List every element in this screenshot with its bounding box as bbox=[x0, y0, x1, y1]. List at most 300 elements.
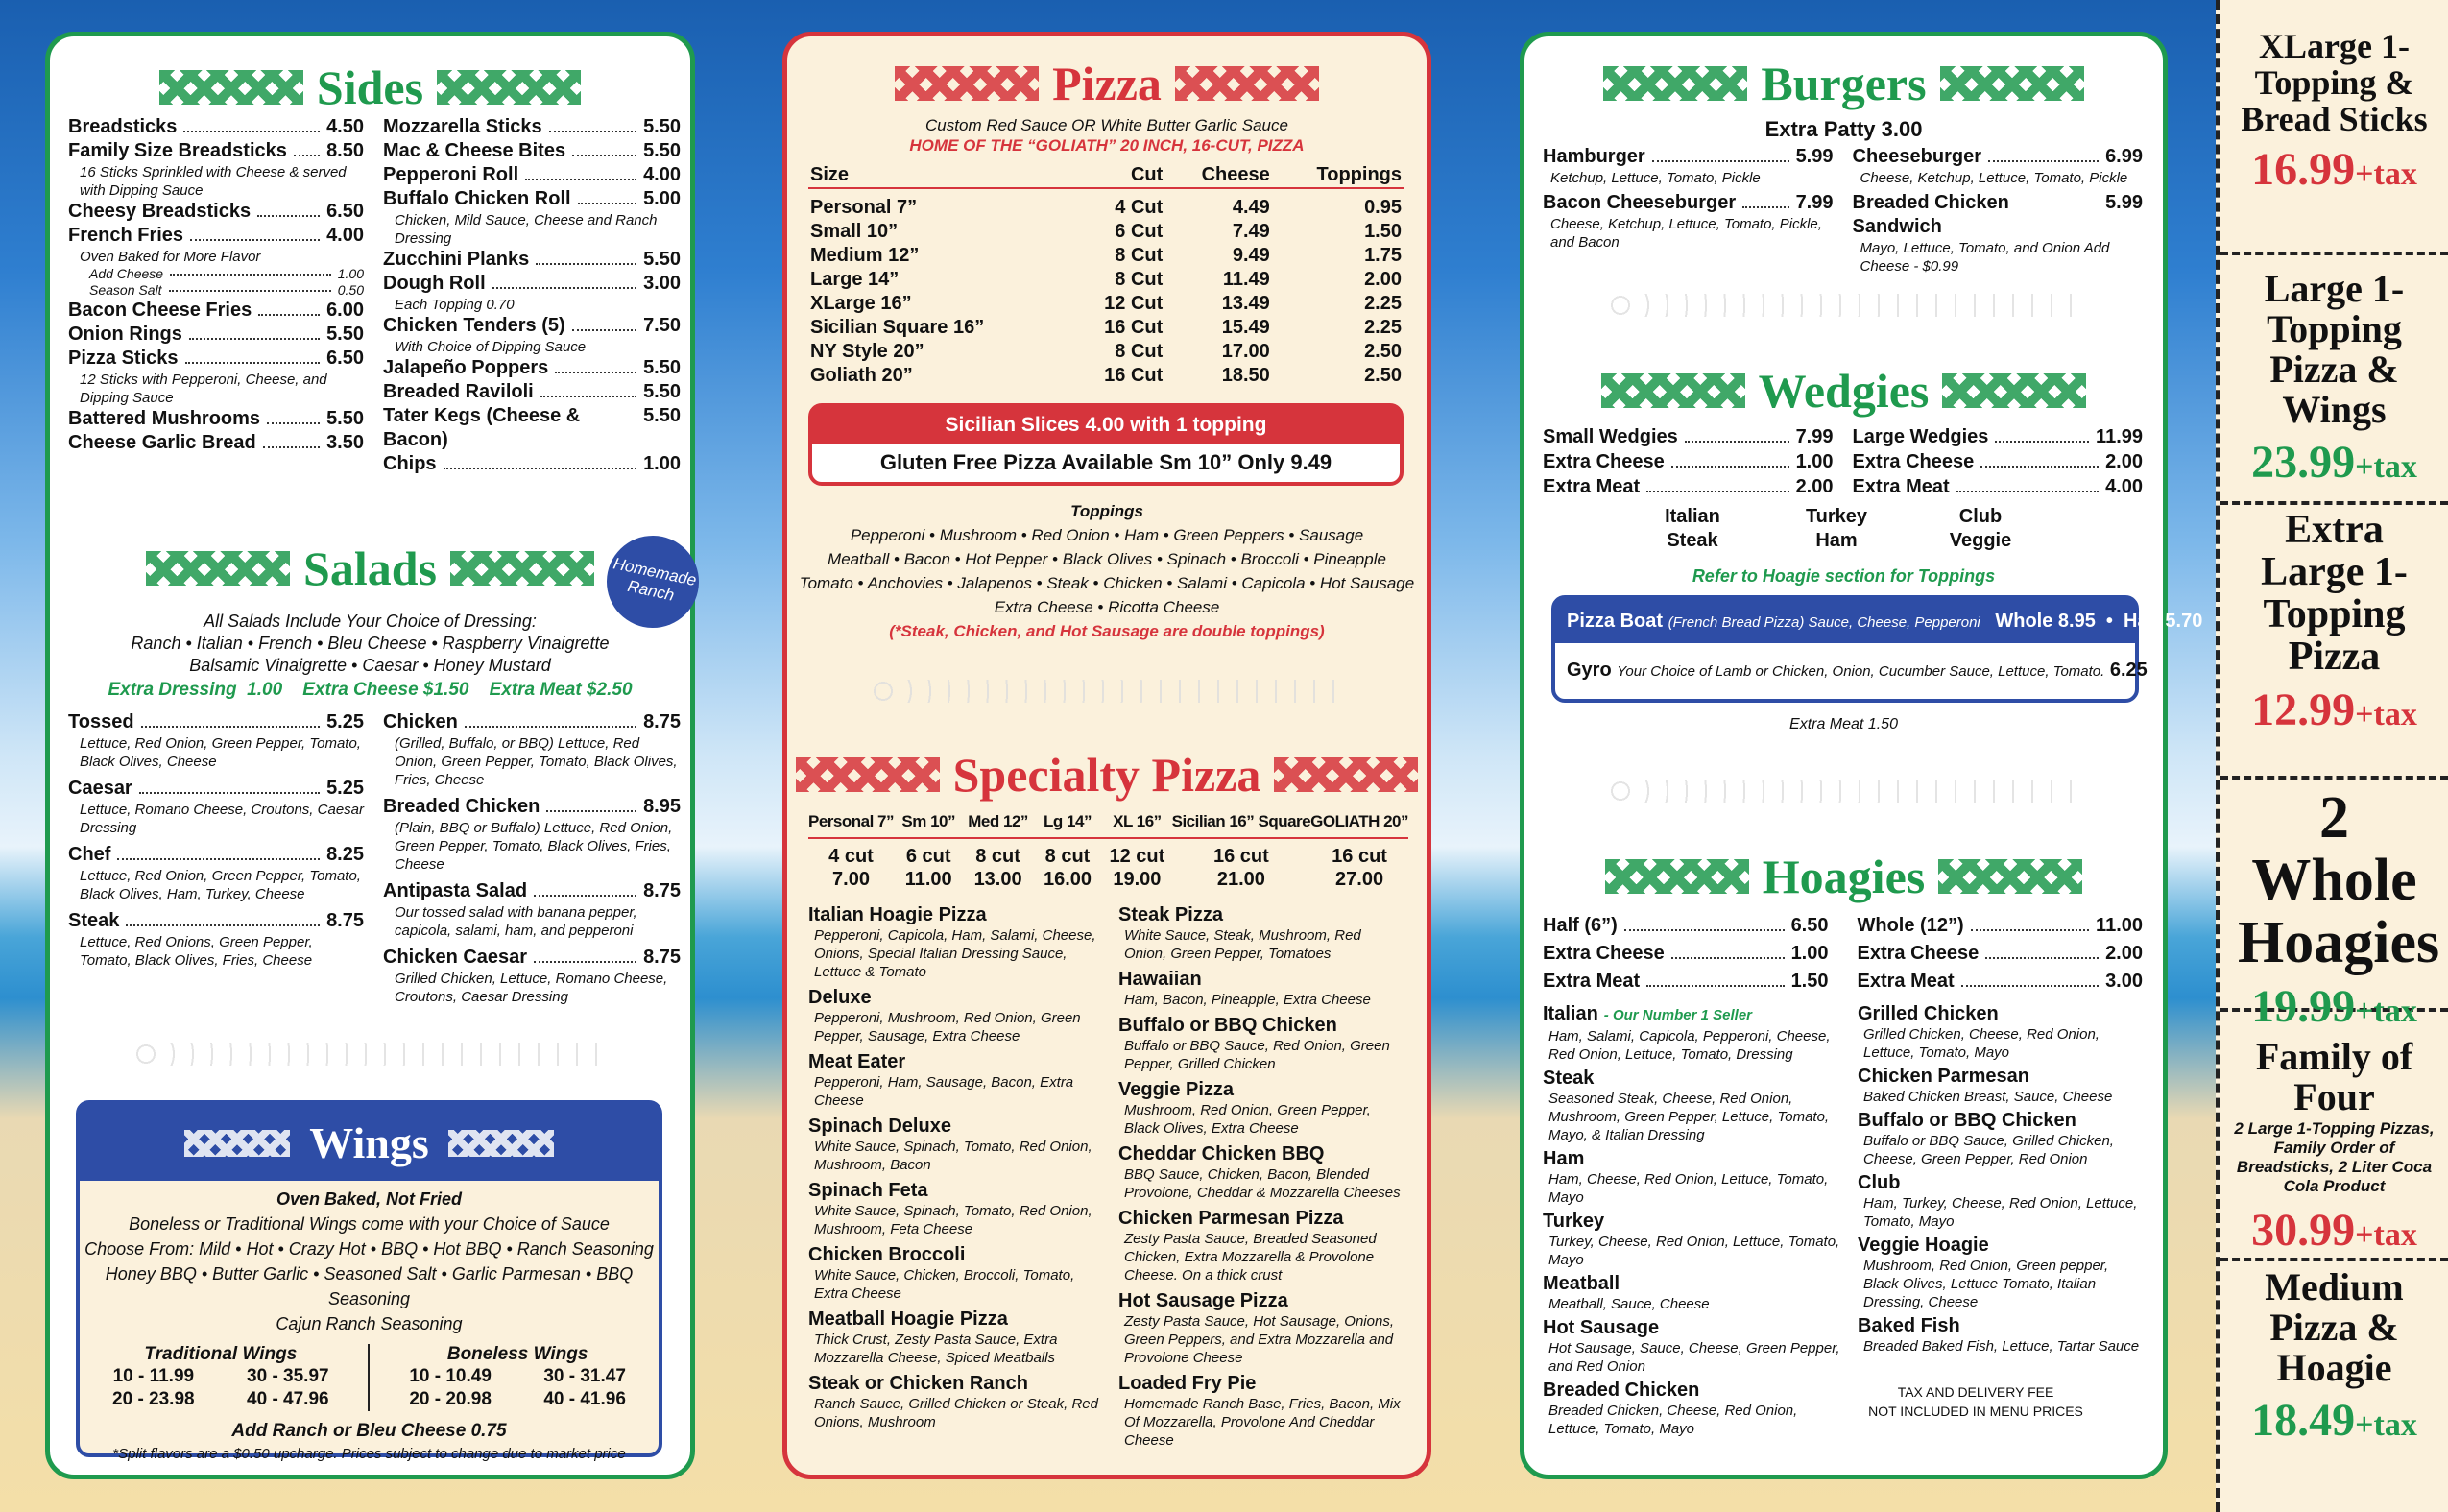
leader-dots bbox=[1685, 424, 1789, 443]
checker-decoration bbox=[796, 757, 940, 792]
item-description: Ranch Sauce, Grilled Chicken or Steak, Red Onions, Mushroom bbox=[814, 1396, 1098, 1430]
item-description: (Grilled, Buffalo, or BBQ) Lettuce, Red Onion, Green Pepper, Tomato, Black Olives, Fries, Cheese bbox=[395, 735, 678, 788]
item-name: Chicken bbox=[383, 711, 458, 732]
menu-item bbox=[1858, 1002, 2146, 1062]
wing-price: 10 - 11.99 bbox=[112, 1366, 195, 1386]
promo-deal[interactable] bbox=[2220, 29, 2448, 196]
leader-dots bbox=[1742, 191, 1788, 208]
menu-item bbox=[1118, 1142, 1406, 1202]
item-description: White Sauce, Chicken, Broccoli, Tomato, Extra Cheese bbox=[814, 1267, 1075, 1302]
leader-dots bbox=[536, 248, 636, 265]
promo-price bbox=[2220, 1204, 2448, 1257]
pizza-size-row bbox=[808, 220, 1404, 244]
menu-item bbox=[68, 431, 364, 455]
menu-item-title bbox=[808, 1308, 1106, 1331]
wings-title: Wings bbox=[309, 1118, 429, 1167]
item-name: Half (6”) bbox=[1543, 915, 1618, 936]
menu-item-row bbox=[1543, 449, 1834, 474]
item-name: Spinach Deluxe bbox=[808, 1116, 951, 1137]
item-description: Lettuce, Red Onion, Green Pepper, Tomato, Black Olives, Cheese bbox=[80, 735, 361, 770]
checker-decoration bbox=[146, 551, 290, 586]
menu-item-row bbox=[383, 356, 681, 380]
item-name: Extra Meat bbox=[1857, 971, 1955, 992]
topping-price-cell: 1.50 bbox=[1364, 221, 1402, 242]
wedgie-type: Turkey bbox=[1805, 506, 1868, 527]
menu-item bbox=[68, 843, 364, 903]
item-price: 2.00 bbox=[2105, 451, 2143, 472]
specialty-size bbox=[1033, 812, 1102, 891]
item-description: Mushroom, Red Onion, Green Pepper, Black Olives, Extra Cheese bbox=[1124, 1102, 1371, 1137]
specialty-size-cut: 16 cut bbox=[1332, 846, 1387, 867]
specialty-header bbox=[787, 747, 1427, 803]
specialty-size bbox=[963, 812, 1032, 891]
item-price: 5.25 bbox=[326, 778, 364, 799]
sides-left-column bbox=[68, 115, 364, 455]
item-description: Our tossed salad with banana pepper, capicola, salami, ham, and pepperoni bbox=[395, 904, 637, 939]
menu-item bbox=[1118, 968, 1406, 1009]
item-name: Buffalo Chicken Roll bbox=[383, 188, 571, 209]
item-name: Breadsticks bbox=[68, 116, 178, 137]
promo-price-value: 16.99 bbox=[2251, 144, 2356, 196]
menu-item-row bbox=[68, 224, 364, 248]
wings-note: *Split flavors are a $0.50 upcharge. Prices subject to change due to market price bbox=[112, 1446, 626, 1462]
item-name: Family Size Breadsticks bbox=[68, 140, 287, 161]
promo-deal[interactable] bbox=[2220, 787, 2448, 1033]
boat-gyro-box bbox=[1551, 595, 2203, 703]
specialty-size-label: Lg 14” bbox=[1033, 812, 1102, 839]
specialty-size bbox=[1310, 812, 1408, 891]
menu-item-title bbox=[1118, 1078, 1406, 1101]
item-name: Chicken Caesar bbox=[383, 947, 528, 968]
item-name: Deluxe bbox=[808, 987, 872, 1008]
menu-item-title bbox=[1543, 1002, 1840, 1027]
checker-decoration bbox=[450, 551, 594, 586]
item-name: Steak Pizza bbox=[1118, 904, 1223, 925]
specialty-size-label: Personal 7” bbox=[808, 812, 894, 839]
item-name: Tater Kegs (Cheese & Bacon) bbox=[383, 405, 581, 450]
promo-deal[interactable] bbox=[2220, 1267, 2448, 1447]
wing-price: 30 - 31.47 bbox=[543, 1366, 626, 1386]
promo-price-value: 18.49 bbox=[2251, 1395, 2356, 1446]
item-price: 1.00 bbox=[643, 453, 681, 474]
item-name: Cheeseburger bbox=[1852, 146, 1981, 167]
col-cheese: Cheese bbox=[1201, 164, 1270, 185]
gyro-price: 6.25 bbox=[2109, 660, 2148, 681]
wedgies-title: Wedgies bbox=[1758, 364, 1930, 418]
item-name: French Fries bbox=[68, 225, 184, 246]
cheese-price-cell: 11.49 bbox=[1222, 269, 1270, 290]
promo-tax: +tax bbox=[2355, 1407, 2417, 1443]
item-description: Homemade Ranch Base, Fries, Bacon, Mix Of Mozzarella, Provolone And Cheddar Cheese bbox=[1124, 1396, 1401, 1449]
item-name: Breaded Chicken Sandwich bbox=[1852, 192, 2009, 237]
promo-subtitle: 2 Large 1-Topping Pizzas, Family Order of Breadsticks, 2 Liter Coca Cola Product bbox=[2234, 1119, 2435, 1195]
wing-price: 30 - 35.97 bbox=[247, 1366, 329, 1386]
menu-item bbox=[68, 710, 364, 771]
cut-cell: 6 Cut bbox=[1115, 221, 1164, 242]
item-price: 6.50 bbox=[326, 348, 364, 369]
menu-item bbox=[68, 139, 364, 200]
cheese-price-cell: 7.49 bbox=[1232, 221, 1270, 242]
item-name: Club bbox=[1858, 1172, 1901, 1193]
item-name: Veggie Hoagie bbox=[1858, 1235, 1989, 1256]
menu-item bbox=[1118, 1078, 1406, 1138]
leader-dots bbox=[572, 314, 636, 331]
menu-item bbox=[1118, 1207, 1406, 1284]
item-description: Oven Baked for More Flavor bbox=[80, 249, 261, 265]
item-name: Antipasta Salad bbox=[383, 880, 528, 901]
menu-item-row bbox=[383, 115, 681, 139]
menu-item bbox=[383, 187, 681, 248]
wings-line: Boneless or Traditional Wings come with your Choice of Sauce bbox=[129, 1214, 610, 1234]
menu-item bbox=[383, 404, 681, 452]
leader-dots bbox=[189, 323, 320, 340]
menu-item-row bbox=[383, 946, 681, 970]
wing-price: 20 - 23.98 bbox=[112, 1389, 195, 1409]
menu-item-row bbox=[383, 452, 681, 476]
item-name: Large Wedgies bbox=[1852, 426, 1989, 447]
menu-item bbox=[1543, 1002, 1840, 1064]
tax-note bbox=[1812, 1382, 2139, 1421]
specialty-size-label: XL 16” bbox=[1102, 812, 1171, 839]
cheese-price-cell: 13.49 bbox=[1221, 293, 1270, 314]
item-description: White Sauce, Spinach, Tomato, Red Onion, Mushroom, Feta Cheese bbox=[814, 1203, 1092, 1237]
item-name: Add Cheese bbox=[89, 266, 164, 281]
leader-dots bbox=[1646, 969, 1784, 987]
wedgie-extra-meat: Extra Meat 1.50 bbox=[1789, 716, 1898, 732]
topping-price-cell: 2.00 bbox=[1364, 269, 1402, 290]
leader-dots bbox=[549, 115, 636, 132]
menu-item bbox=[383, 272, 681, 314]
pizza-size-row bbox=[808, 196, 1404, 220]
item-description: Buffalo or BBQ Sauce, Red Onion, Green Pepper, Grilled Chicken bbox=[1124, 1038, 1390, 1072]
burger-item bbox=[1853, 145, 2144, 187]
item-name: Extra Cheese bbox=[1857, 943, 1980, 964]
toppings-line: Tomato • Anchovies • Jalapenos • Steak • Chicken • Salami • Capicola • Hot Sausage bbox=[799, 574, 1415, 592]
leader-dots bbox=[126, 909, 320, 926]
goliath-note: HOME OF THE “GOLIATH” 20 INCH, 16-CUT, PIZZA bbox=[909, 136, 1305, 155]
menu-item-row bbox=[1543, 145, 1834, 169]
pizza-sauce-note: Custom Red Sauce OR White Butter Garlic Sauce bbox=[925, 116, 1288, 134]
menu-item bbox=[68, 266, 364, 282]
checker-decoration bbox=[184, 1130, 290, 1157]
item-price: 1.00 bbox=[337, 266, 364, 281]
menu-item-row bbox=[68, 431, 364, 455]
menu-item bbox=[808, 1243, 1106, 1303]
item-name: Pizza Sticks bbox=[68, 348, 179, 369]
item-description: Grilled Chicken, Lettuce, Romano Cheese, Croutons, Caesar Dressing bbox=[395, 971, 668, 1005]
leader-dots bbox=[534, 946, 636, 963]
item-price: 2.00 bbox=[2105, 943, 2143, 964]
item-name: Steak bbox=[1543, 1068, 1595, 1089]
menu-item-title bbox=[1858, 1109, 2146, 1132]
menu-item-row bbox=[383, 380, 681, 404]
menu-item-title bbox=[1118, 968, 1406, 991]
salad-dressings bbox=[50, 611, 690, 701]
tax-note-line: TAX AND DELIVERY FEE bbox=[1897, 1384, 2054, 1400]
item-price: 6.00 bbox=[326, 300, 364, 321]
item-name: Ham bbox=[1543, 1148, 1585, 1169]
leader-dots bbox=[525, 163, 636, 180]
menu-item-row bbox=[1543, 424, 1834, 449]
menu-item-title bbox=[808, 986, 1106, 1009]
menu-item bbox=[383, 380, 681, 404]
toppings-title: Toppings bbox=[1070, 502, 1143, 520]
menu-item bbox=[808, 1050, 1106, 1110]
item-price: 8.95 bbox=[643, 796, 681, 817]
menu-item-row bbox=[68, 323, 364, 347]
boneless-wings-title: Boneless Wings bbox=[446, 1344, 588, 1364]
wedgie-type: Veggie bbox=[1949, 530, 2012, 551]
wing-price: 40 - 41.96 bbox=[543, 1389, 626, 1409]
specialty-size-cut: 4 cut bbox=[828, 846, 874, 867]
menu-item-row bbox=[1853, 474, 2144, 499]
menu-item-title bbox=[1543, 1316, 1840, 1339]
cheese-price-cell: 18.50 bbox=[1221, 365, 1270, 386]
item-name: Loaded Fry Pie bbox=[1118, 1373, 1257, 1394]
wings-box bbox=[76, 1100, 662, 1462]
checker-decoration bbox=[1274, 757, 1418, 792]
item-description: 12 Sticks with Pepperoni, Cheese, and Dipping Sauce bbox=[80, 372, 327, 406]
item-name: Onion Rings bbox=[68, 324, 182, 345]
specialty-size-price: 13.00 bbox=[973, 869, 1022, 890]
topping-price-cell: 1.75 bbox=[1364, 245, 1402, 266]
menu-item-row bbox=[1543, 913, 1829, 938]
item-price: 7.99 bbox=[1795, 426, 1834, 447]
leader-dots bbox=[294, 139, 320, 156]
menu-item bbox=[68, 115, 364, 139]
boneless-wings bbox=[383, 1344, 652, 1411]
checker-decoration bbox=[1175, 66, 1319, 101]
cut-cell: 8 Cut bbox=[1115, 245, 1164, 266]
menu-item-row bbox=[1543, 474, 1834, 499]
menu-item-row bbox=[383, 404, 681, 452]
menu-item-title bbox=[1118, 1014, 1406, 1037]
cut-cell: 4 Cut bbox=[1115, 197, 1164, 218]
menu-item-title bbox=[808, 1115, 1106, 1138]
size-cell: NY Style 20” bbox=[810, 341, 924, 362]
menu-item bbox=[68, 200, 364, 224]
menu-item-row bbox=[383, 314, 681, 338]
item-name: Steak bbox=[68, 910, 120, 931]
menu-item-row bbox=[1858, 941, 2144, 966]
specialty-size-price: 19.00 bbox=[1113, 869, 1162, 890]
menu-item-row bbox=[383, 163, 681, 187]
menu-item bbox=[1118, 1014, 1406, 1073]
wedgie-type: Steak bbox=[1667, 530, 1718, 551]
burgers-header bbox=[1524, 56, 2163, 111]
item-name: Meat Eater bbox=[808, 1051, 906, 1072]
menu-item-row bbox=[1853, 449, 2144, 474]
menu-item-row bbox=[1543, 191, 1834, 215]
menu-item bbox=[1858, 1109, 2146, 1168]
item-price: 6.50 bbox=[326, 201, 364, 222]
item-name: Extra Meat bbox=[1543, 476, 1641, 497]
item-description: Lettuce, Red Onions, Green Pepper, Tomato, Black Olives, Fries, Cheese bbox=[80, 934, 313, 969]
menu-item bbox=[383, 795, 681, 874]
item-price: 8.75 bbox=[326, 910, 364, 931]
specialty-size-cut: 8 cut bbox=[975, 846, 1020, 867]
checker-decoration bbox=[159, 70, 303, 105]
item-description: Mushroom, Red Onion, Green pepper, Black Olives, Lettuce Tomato, Italian Dressing, Cheese bbox=[1863, 1258, 2109, 1310]
item-price: 5.25 bbox=[326, 711, 364, 732]
tax-note-line: NOT INCLUDED IN MENU PRICES bbox=[1868, 1404, 2083, 1419]
leader-dots bbox=[1652, 145, 1789, 162]
item-name: Pepperoni Roll bbox=[383, 164, 519, 185]
item-name: Whole (12”) bbox=[1857, 915, 1964, 936]
item-description: Lettuce, Romano Cheese, Croutons, Caesar Dressing bbox=[80, 802, 364, 836]
gyro-name: Gyro bbox=[1567, 660, 1612, 681]
item-price: 3.50 bbox=[326, 432, 364, 453]
item-price: 1.00 bbox=[1790, 943, 1829, 964]
menu-item-row bbox=[383, 248, 681, 272]
promo-deal[interactable] bbox=[2220, 509, 2448, 736]
menu-item-row bbox=[383, 139, 681, 163]
item-name: Chef bbox=[68, 844, 111, 865]
item-price: 5.99 bbox=[1795, 146, 1834, 167]
item-price: 7.99 bbox=[1795, 192, 1834, 213]
item-name: Zucchini Planks bbox=[383, 249, 530, 270]
leader-dots bbox=[534, 879, 636, 897]
item-name: Italian bbox=[1543, 1003, 1598, 1024]
promo-tax: +tax bbox=[2355, 156, 2417, 193]
specialty-size-cut: 6 cut bbox=[905, 846, 951, 867]
pizza-boat-name: Pizza Boat bbox=[1567, 611, 1664, 632]
item-name: Extra Cheese bbox=[1543, 943, 1665, 964]
item-description: Zesty Pasta Sauce, Hot Sausage, Onions, Green Peppers, and Extra Mozzarella and Provolone Cheese bbox=[1124, 1313, 1394, 1366]
pizza-size-row bbox=[808, 244, 1404, 268]
salads-right-column bbox=[383, 710, 681, 1012]
promo-tax: +tax bbox=[2355, 994, 2417, 1030]
promo-tax: +tax bbox=[2355, 449, 2417, 485]
item-price: 4.00 bbox=[326, 225, 364, 246]
wings-prices bbox=[80, 1344, 659, 1411]
menu-item bbox=[808, 1115, 1106, 1174]
leader-dots bbox=[183, 115, 320, 132]
menu-item-title bbox=[808, 1372, 1106, 1395]
specialty-size-label: Med 12” bbox=[963, 812, 1032, 839]
menu-item bbox=[1543, 1272, 1840, 1313]
menu-item bbox=[68, 299, 364, 323]
menu-item bbox=[1118, 903, 1406, 963]
leader-dots bbox=[257, 200, 320, 217]
leader-dots bbox=[1671, 449, 1789, 468]
menu-item bbox=[68, 347, 364, 407]
item-name: Baked Fish bbox=[1858, 1315, 1960, 1336]
menu-item-row bbox=[383, 272, 681, 296]
menu-item bbox=[68, 909, 364, 970]
item-name: Bacon Cheese Fries bbox=[68, 300, 252, 321]
sides-title: Sides bbox=[316, 60, 424, 114]
promo-price bbox=[2220, 684, 2448, 736]
item-name: Bacon Cheeseburger bbox=[1543, 192, 1737, 213]
specialty-size-cut: 12 cut bbox=[1109, 846, 1165, 867]
specialty-size-price: 7.00 bbox=[832, 869, 870, 890]
pizza-size-row bbox=[808, 316, 1404, 340]
leader-dots bbox=[139, 777, 320, 794]
item-price: 4.50 bbox=[326, 116, 364, 137]
checker-decoration bbox=[1601, 373, 1745, 408]
cut-cell: 16 Cut bbox=[1104, 365, 1164, 386]
item-price: 5.50 bbox=[643, 116, 681, 137]
salads-left-column bbox=[68, 710, 364, 975]
item-name: Turkey bbox=[1543, 1211, 1605, 1232]
promo-title: Medium Pizza & Hoagie bbox=[2265, 1265, 2404, 1389]
menu-item-row bbox=[383, 879, 681, 903]
menu-item bbox=[1543, 1147, 1840, 1207]
promo-deal[interactable] bbox=[2220, 269, 2448, 489]
menu-item-row bbox=[383, 795, 681, 819]
menu-item-title bbox=[808, 1179, 1106, 1202]
item-name: Buffalo or BBQ Chicken bbox=[1858, 1110, 2076, 1131]
item-description: Buffalo or BBQ Sauce, Grilled Chicken, Cheese, Green Pepper, Red Onion bbox=[1863, 1133, 2114, 1167]
menu-item-row bbox=[383, 187, 681, 211]
item-name: Cheddar Chicken BBQ bbox=[1118, 1143, 1325, 1164]
specialty-size-cut: 8 cut bbox=[1044, 846, 1091, 867]
menu-item-title bbox=[808, 1243, 1106, 1266]
item-description: Ham, Turkey, Cheese, Red Onion, Lettuce, Tomato, Mayo bbox=[1863, 1195, 2138, 1230]
item-description: Ham, Cheese, Red Onion, Lettuce, Tomato, Mayo bbox=[1548, 1171, 1829, 1206]
leader-dots bbox=[258, 299, 320, 316]
menu-item-title bbox=[1543, 1379, 1840, 1402]
specialty-size bbox=[808, 812, 894, 891]
specialty-size bbox=[1102, 812, 1171, 891]
menu-item bbox=[68, 777, 364, 837]
wave-divider bbox=[874, 680, 1344, 703]
menu-item-title bbox=[1543, 1272, 1840, 1295]
pizza-boat-price: Whole 8.95 • Half 5.70 bbox=[1995, 611, 2203, 632]
promo-strip bbox=[2216, 0, 2448, 1512]
pizza-boat bbox=[1555, 599, 2203, 643]
menu-item-row bbox=[68, 200, 364, 224]
menu-item-row bbox=[1853, 424, 2144, 449]
wave-divider bbox=[1611, 294, 2081, 317]
size-cell: Large 14” bbox=[810, 269, 900, 290]
promo-tax: +tax bbox=[2355, 1217, 2417, 1253]
item-price: 8.25 bbox=[326, 844, 364, 865]
item-name: Meatball Hoagie Pizza bbox=[808, 1308, 1008, 1330]
menu-item-title bbox=[1543, 1147, 1840, 1170]
cheese-price-cell: 9.49 bbox=[1232, 245, 1270, 266]
pizza-size-row bbox=[808, 364, 1404, 388]
menu-item-row bbox=[1853, 145, 2144, 169]
leader-dots bbox=[185, 347, 321, 364]
menu-item-row bbox=[89, 266, 364, 282]
menu-item bbox=[808, 903, 1106, 981]
menu-item-row bbox=[89, 282, 364, 299]
item-price: 5.50 bbox=[643, 357, 681, 378]
item-description: White Sauce, Spinach, Tomato, Red Onion, Mushroom, Bacon bbox=[814, 1139, 1092, 1173]
item-price: 5.50 bbox=[643, 249, 681, 270]
promo-price-value: 12.99 bbox=[2251, 684, 2356, 736]
menu-item-row bbox=[1858, 913, 2144, 938]
toppings-line: Meatball • Bacon • Hot Pepper • Black Olives • Spinach • Broccoli • Pineapple bbox=[828, 550, 1386, 568]
item-name: Mac & Cheese Bites bbox=[383, 140, 566, 161]
specialty-size-price: 27.00 bbox=[1335, 869, 1384, 890]
menu-item-title bbox=[1858, 1065, 2146, 1088]
menu-item bbox=[383, 139, 681, 163]
item-tag: - Our Number 1 Seller bbox=[1603, 1007, 1753, 1023]
item-name: Hamburger bbox=[1543, 146, 1645, 167]
promo-title: XLarge 1-Topping & Bread Sticks bbox=[2241, 27, 2428, 138]
item-name: Caesar bbox=[68, 778, 132, 799]
item-price: 8.75 bbox=[643, 880, 681, 901]
promo-divider bbox=[2220, 776, 2448, 780]
promo-deal[interactable] bbox=[2220, 1037, 2448, 1257]
menu-item-row bbox=[68, 710, 364, 734]
item-name: Meatball bbox=[1543, 1273, 1620, 1294]
item-price: 11.00 bbox=[2096, 915, 2143, 936]
salad-extras: Extra Dressing 1.00 Extra Cheese $1.50 Extra Meat $2.50 bbox=[108, 680, 633, 700]
